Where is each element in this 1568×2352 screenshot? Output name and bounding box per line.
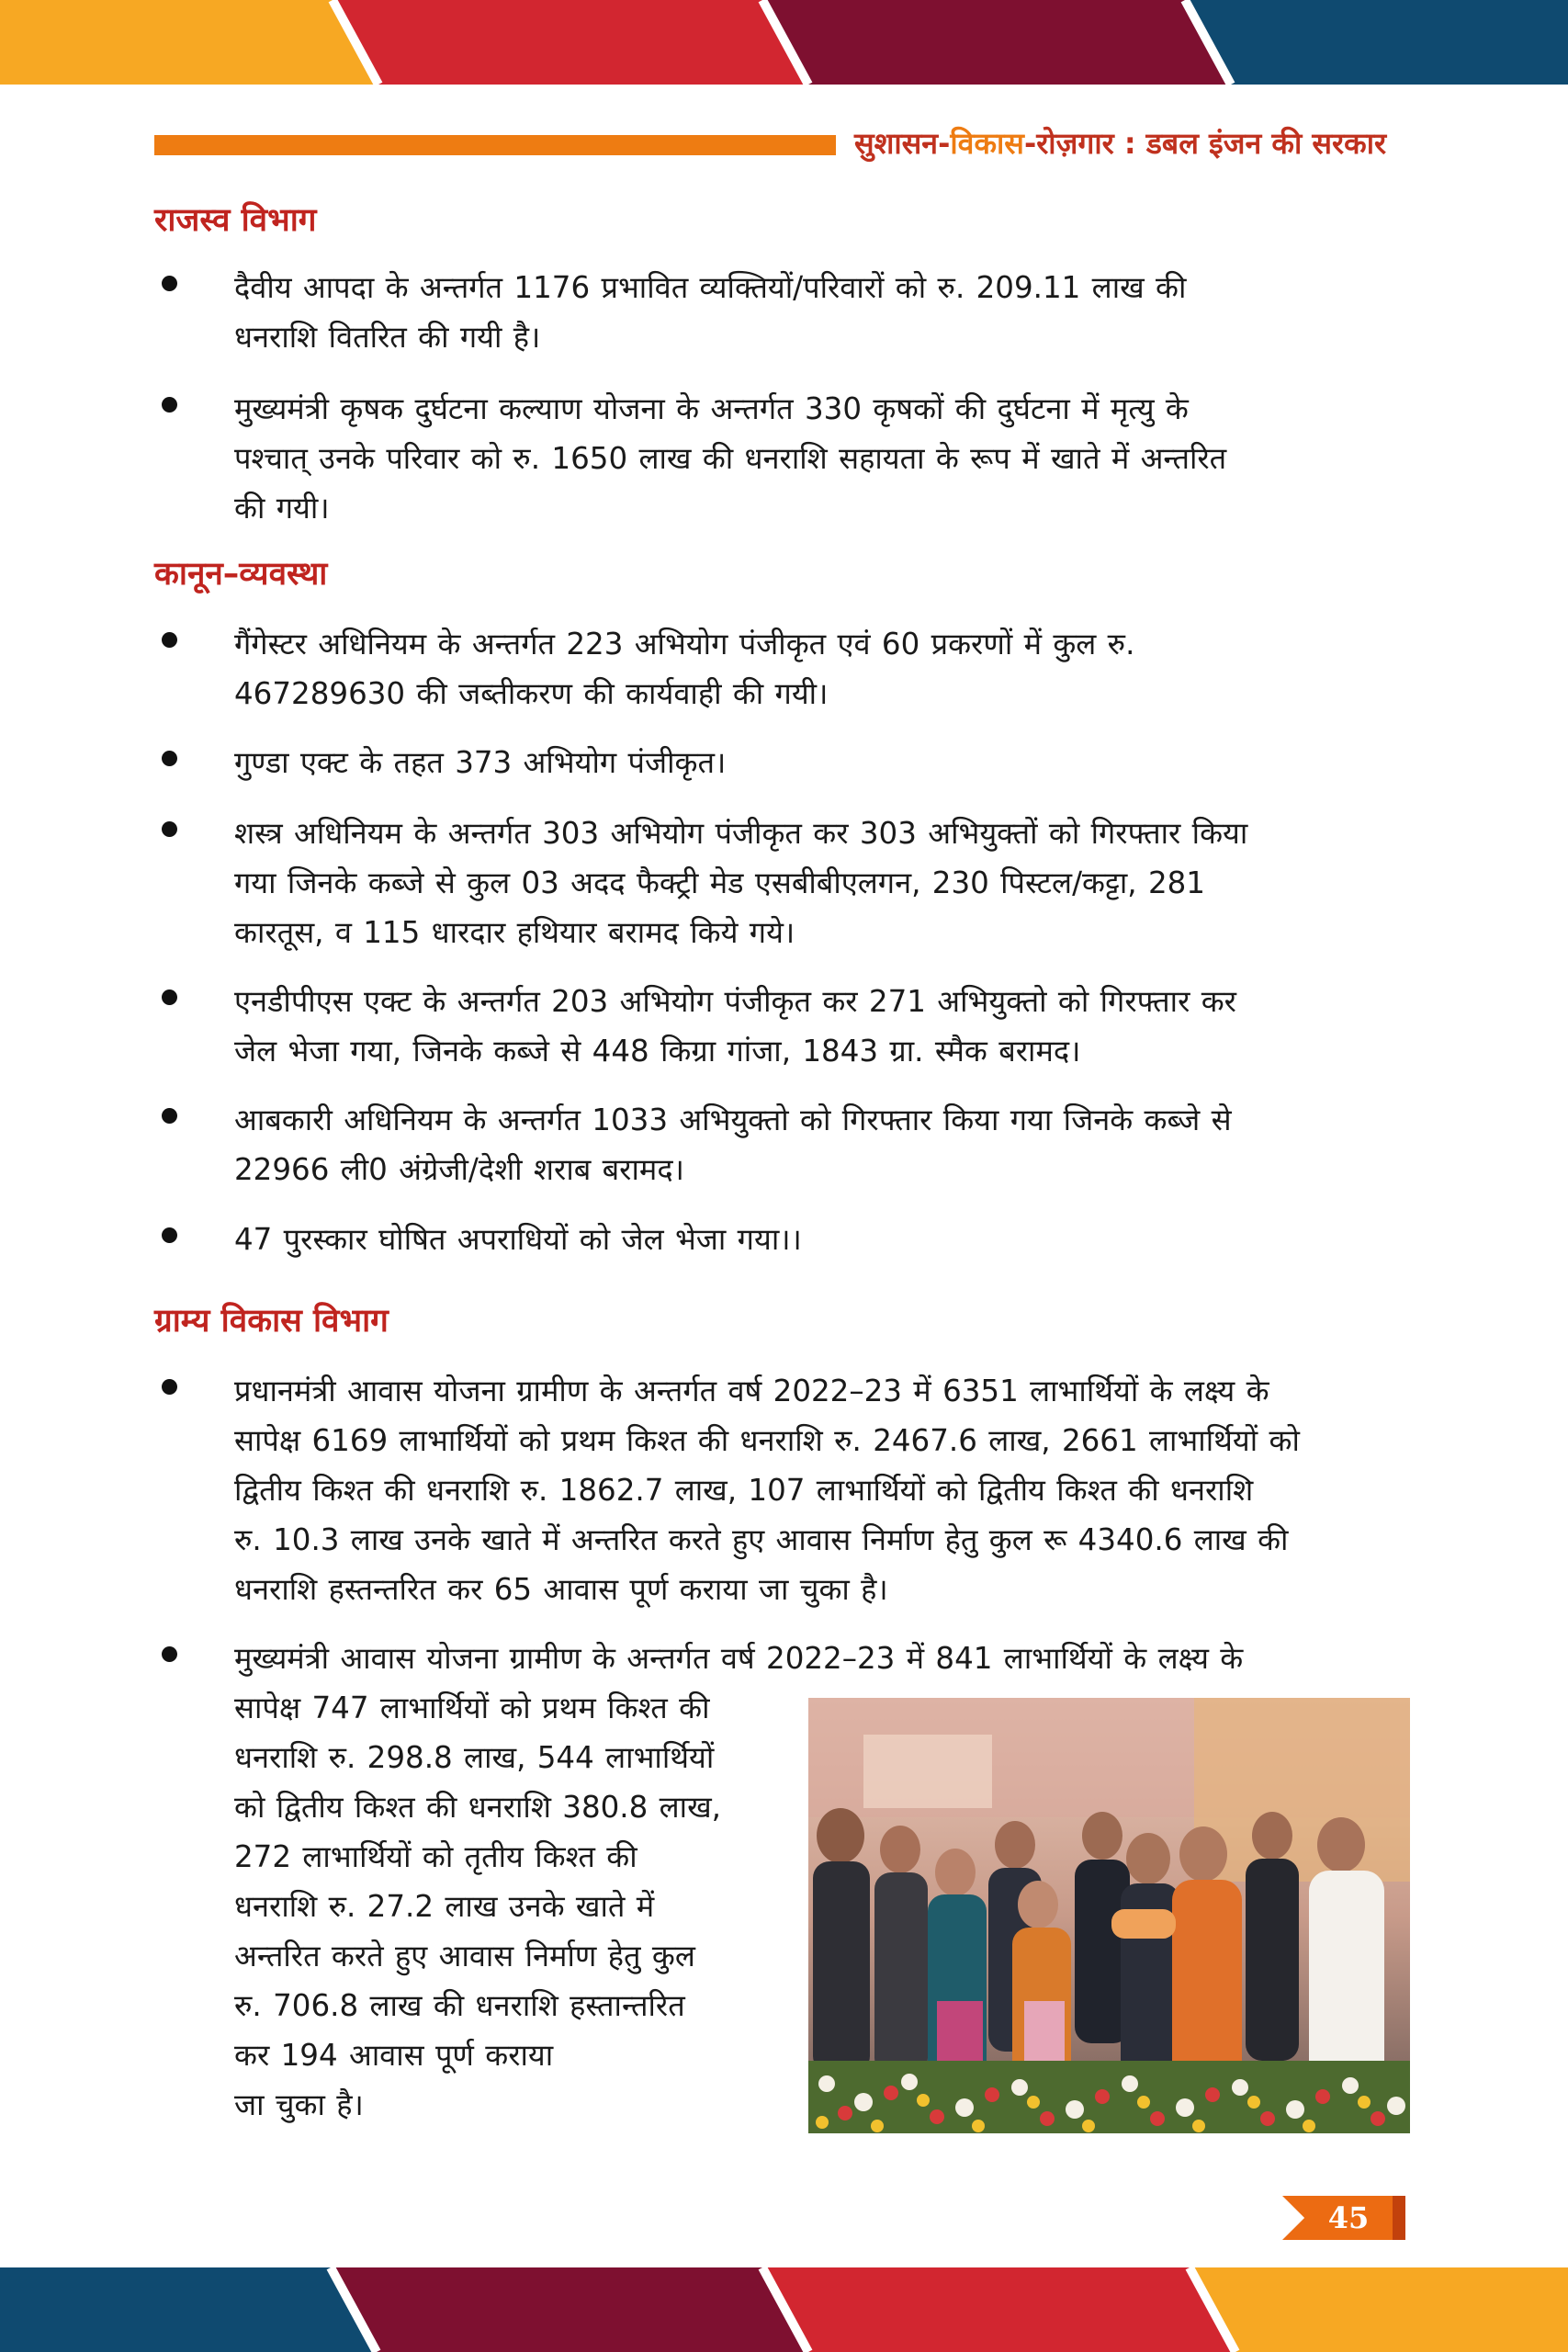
band-yellow-segment — [0, 0, 378, 85]
top-decorative-band — [0, 0, 1568, 85]
list-item — [154, 1095, 1413, 1194]
bottom-decorative-band — [0, 2267, 1568, 2352]
bullet-icon — [162, 1646, 177, 1662]
header-accent-bar — [154, 135, 836, 155]
bottom-band-graphic — [0, 2267, 1568, 2352]
band-maroon-segment — [762, 0, 1231, 85]
list-item-text: दैवीय आपदा के अन्तर्गत 1176 प्रभावित व्यक्तियों/परिवारों को रु. 209.11 लाख की धनराशि वितरित की गयी है। — [234, 270, 1187, 355]
list-item-text: मुख्यमंत्री आवास योजना ग्रामीण के अन्तर्गत वर्ष 2022–23 में 841 लाभार्थियों के लक्ष्य के सापेक्ष 747 लाभार्थियों को प्रथम किश्त की धनराशि रु. 298.8 लाख, 544 लाभार्थियों को द्वितीय किश्त की धनराशि 380.8 लाख, 272 लाभार्थियों को तृतीय किश्त की धनराशि रु. 27.2 लाख उनके खाते में अन्तरित करते हुए आवास निर्माण हेतु कुल रु. 706.8 लाख की धनराशि हस्तान्तरित कर 194 आवास पूर्ण कराया जा चुका है। — [234, 1641, 1244, 2122]
list-item-text: मुख्यमंत्री कृषक दुर्घटना कल्याण योजना के अन्तर्गत 330 कृषकों की दुर्घटना में मृत्यु के पश्चात् उनके परिवार को रु. 1650 लाख की धनराशि सहायता के रूप में खाते में अन्तरित की गयी। — [234, 391, 1227, 526]
list-item-text: 47 पुरस्कार घोषित अपराधियों को जेल भेजा गया।। — [234, 1222, 802, 1257]
list-item-text: शस्त्र अधिनियम के अन्तर्गत 303 अभियोग पंजीकृत कर 303 अभियुक्तों को गिरफ्तार किया गया जिनके कब्जे से कुल 03 अदद फैक्ट्री मेड एसबीबीएलगन, 230 पिस्टल/कट्टा, 281 कारतूस, व 115 धारदार हथियार बरामद किये गये। — [234, 816, 1248, 950]
list-item-text: आबकारी अधिनियम के अन्तर्गत 1033 अभियुक्तो को गिरफ्तार किया गया जिनके कब्जे से 22966 ली0 अंग्रेजी/देशी शराब बरामद। — [234, 1102, 1232, 1187]
band-blue-segment — [1185, 0, 1568, 85]
list-item-text: प्रधानमंत्री आवास योजना ग्रामीण के अन्तर्गत वर्ष 2022–23 में 6351 लाभार्थियों के लक्ष्य के सापेक्ष 6169 लाभार्थियों को प्रथम किश्त की धनराशि रु. 2467.6 लाख, 2661 लाभार्थियों को द्वितीय किश्त की धनराशि रु. 1862.7 लाख, 107 लाभार्थियों को द्वितीय किश्त की धनराशि रु. 10.3 लाख उनके खाते में अन्तरित करते हुए आवास निर्माण हेतु कुल रू 4340.6 लाख की धनराशि हस्तन्तरित कर 65 आवास पूर्ण कराया जा चुका है। — [234, 1374, 1300, 1607]
page-number-badge-edge — [1393, 2196, 1405, 2240]
bullet-icon — [162, 1227, 177, 1243]
list-item — [154, 977, 1413, 1076]
header-title-part3: -रोज़गार : डबल इंजन की सरकार — [1023, 126, 1387, 161]
band-red-segment — [762, 2267, 1235, 2352]
header-title-part1: सुशासन- — [854, 126, 951, 161]
bullet-icon — [162, 1379, 177, 1395]
list-item-text: एनडीपीएस एक्ट के अन्तर्गत 203 अभियोग पंजीकृत कर 271 अभियुक्तो को गिरफ्तार कर जेल भेजा गया, जिनके कब्जे से 448 किग्रा गांजा, 1843 ग्रा. स्मैक बरामद। — [234, 984, 1236, 1069]
event-photo — [808, 1698, 1410, 2133]
bullet-icon — [162, 632, 177, 648]
section-heading-rural-development: ग्राम्य विकास विभाग — [154, 1303, 389, 1340]
top-band-graphic — [0, 0, 1568, 85]
list-item — [154, 384, 1413, 533]
band-yellow-segment — [1190, 2267, 1568, 2352]
bullet-icon — [162, 751, 177, 766]
list-item — [154, 1366, 1413, 1614]
page-number: 45 — [1327, 2200, 1370, 2235]
event-photo-illustration — [808, 1698, 1410, 2133]
section-heading-law-order: कानून–व्यवस्था — [154, 556, 328, 593]
bullet-icon — [162, 397, 177, 413]
bullet-icon — [162, 276, 177, 291]
list-item — [154, 263, 1413, 362]
list-item — [154, 619, 1413, 718]
bullet-icon — [162, 989, 177, 1005]
list-item — [154, 738, 1413, 787]
list-item — [154, 808, 1413, 957]
bullet-icon — [162, 821, 177, 837]
bullet-icon — [162, 1108, 177, 1124]
band-maroon-segment — [331, 2267, 808, 2352]
list-item — [154, 1215, 1413, 1264]
band-blue-segment — [0, 2267, 377, 2352]
section-heading-revenue: राजस्व विभाग — [154, 202, 317, 239]
band-red-segment — [333, 0, 808, 85]
header-title-part2: विकास — [950, 126, 1024, 161]
list-item-text: गुण्डा एक्ट के तहत 373 अभियोग पंजीकृत। — [234, 745, 727, 780]
running-header-title — [854, 123, 1386, 163]
list-item-text: गैंगेस्टर अधिनियम के अन्तर्गत 223 अभियोग पंजीकृत एवं 60 प्रकरणों में कुल रु. 467289630 की जब्तीकरण की कार्यवाही की गयी। — [234, 627, 1135, 711]
